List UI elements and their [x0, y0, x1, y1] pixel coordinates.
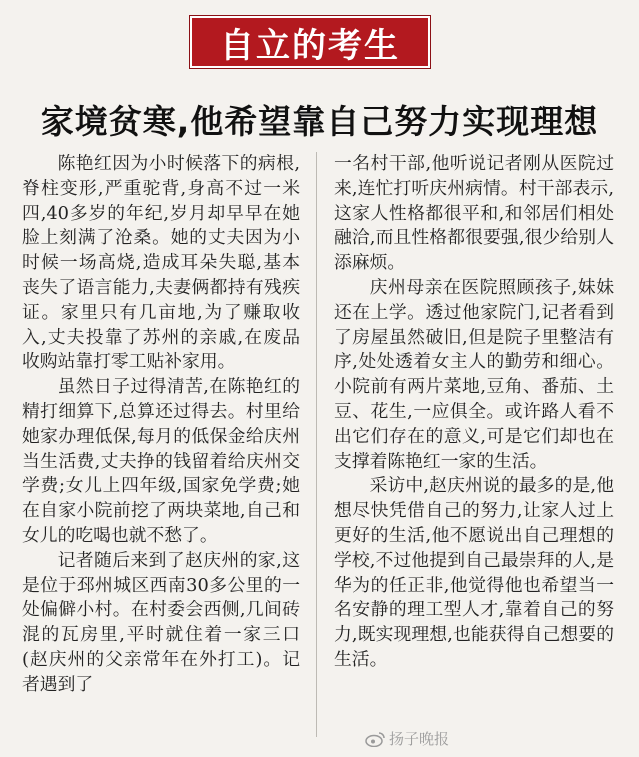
- weibo-icon: [365, 731, 385, 747]
- paragraph-continuation: 一名村干部,他听说记者刚从医院过来,连忙打听庆州病情。村干部表示,这家人性格都很平和,和邻居们相处融洽,而且性格都很要强,很少给别人添麻烦。: [334, 153, 614, 274]
- section-banner-label: 自立的考生: [220, 25, 400, 66]
- right-column: [334, 152, 614, 673]
- paragraph: 陈艳红因为小时候落下的病根,脊柱变形,严重驼背,身高不过一米四,40多岁的年纪,岁月却早早在她脸上刻满了沧桑。她的丈夫因为小时候一场高烧,造成耳朵失聪,基本丧失了语言能力,夫妻俩都持有残疾证。家里只有几亩地,为了赚取收入,丈夫投靠了苏州的亲戚,在废品收购站靠打零工贴补家用。: [22, 153, 300, 373]
- paragraph: 虽然日子过得清苦,在陈艳红的精打细算下,总算还过得去。村里给她家办理低保,每月的低保金给庆州当生活费,丈夫挣的钱留着给庆州交学费;女儿上四年级,国家免学费;她在自家小院前挖了两块菜地,自己和女儿的吃喝也就不愁了。: [22, 376, 300, 546]
- source-watermark: [365, 728, 449, 749]
- left-column: [22, 152, 300, 698]
- article-headline: 家境贫寒,他希望靠自己努力实现理想: [40, 102, 599, 141]
- section-banner: [190, 16, 430, 68]
- paragraph: 记者随后来到了赵庆州的家,这是位于邳州城区西南30多公里的一处偏僻小村。在村委会西侧,几间砖混的瓦房里,平时就住着一家三口(赵庆州的父亲常年在外打工)。记者遇到了: [22, 549, 300, 695]
- paragraph: 采访中,赵庆州说的最多的是,他想尽快凭借自己的努力,让家人过上更好的生活,他不愿说出自己理想的学校,不过他提到自己最崇拜的人,是华为的任正非,他觉得他也希望当一名安静的理工型人才,靠着自己的努力,既实现理想,也能获得自己想要的生活。: [334, 475, 614, 670]
- watermark-text: 扬子晚报: [388, 730, 449, 748]
- column-divider: [316, 152, 317, 737]
- paragraph: 庆州母亲在医院照顾孩子,妹妹还在上学。透过他家院门,记者看到了房屋虽然破旧,但是院子里整洁有序,处处透着女主人的勤劳和细心。小院前有两片菜地,豆角、番茄、土豆、花生,一应俱全。或许路人看不出它们存在的意义,可是它们却也在支撑着陈艳红一家的生活。: [334, 276, 614, 472]
